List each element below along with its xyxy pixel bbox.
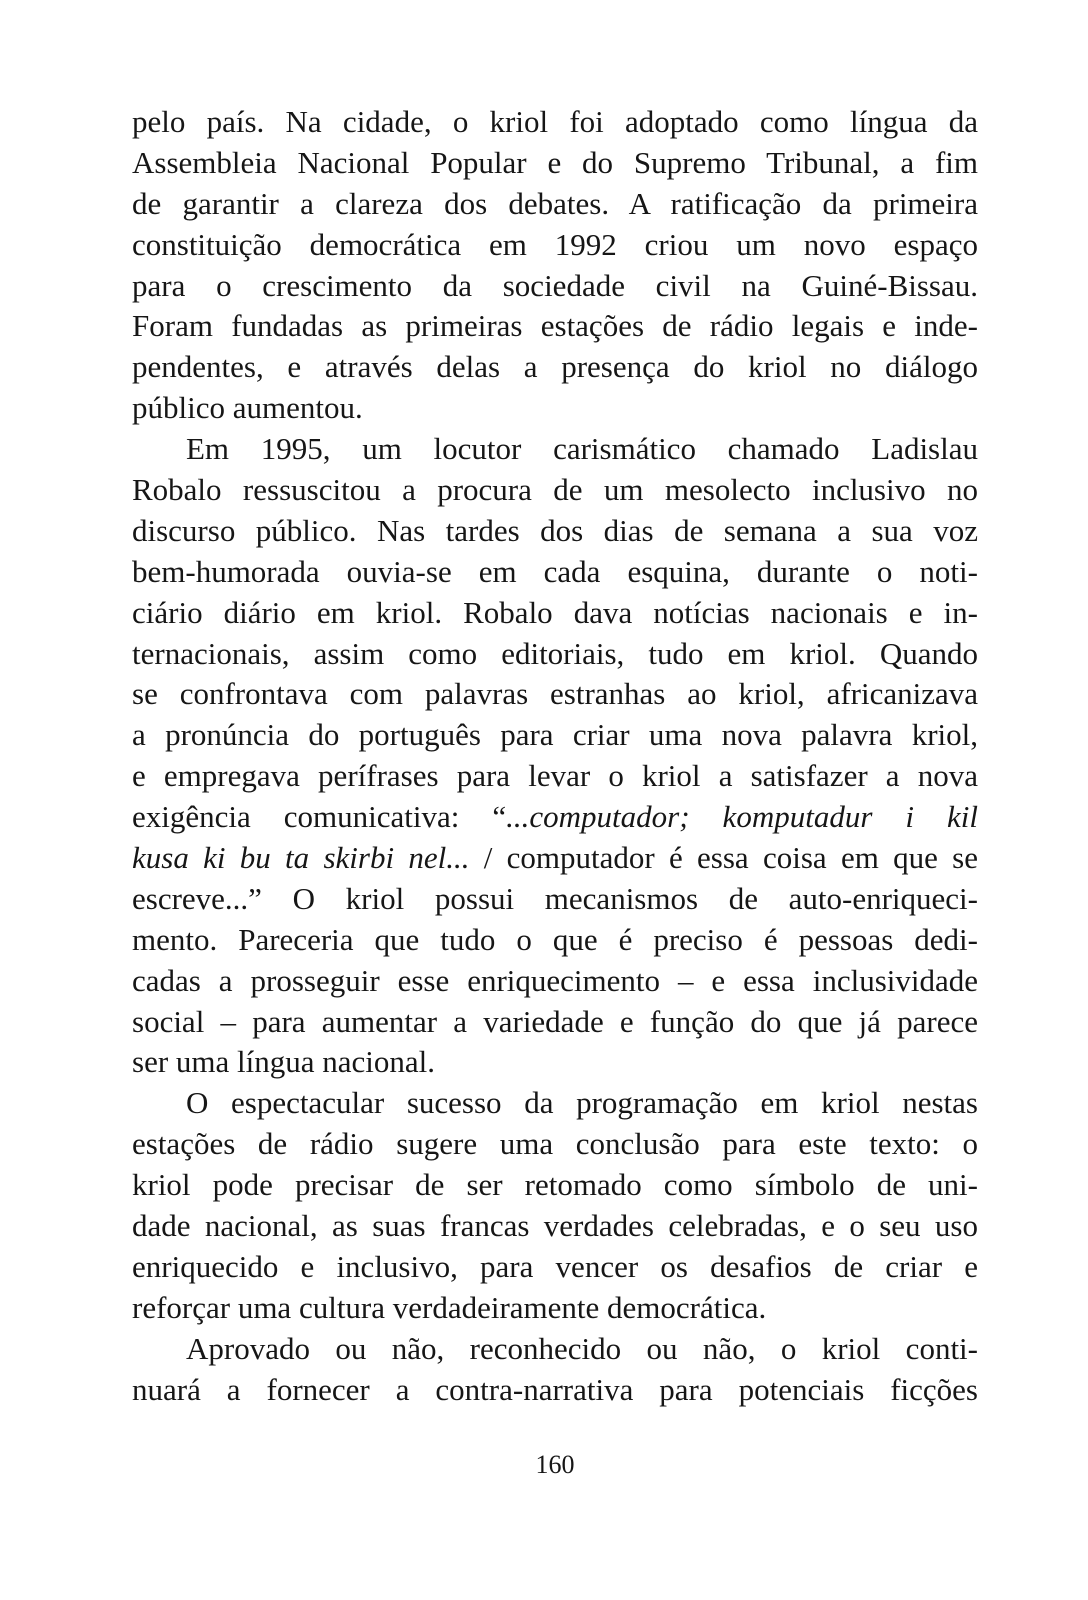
text-line: [132, 1329, 978, 1370]
text-segment: enriquecido e inclusivo, para vencer os desafios de criar e: [132, 1248, 978, 1284]
text-segment: Foram fundadas as primeiras estações de rádio legais e inde-: [132, 308, 978, 344]
text-segment: para o crescimento da sociedade civil na Guiné-Bissau.: [132, 267, 978, 303]
text-segment: de garantir a clareza dos debates. A ratificação da primeira: [132, 185, 978, 221]
text-line: [132, 143, 978, 184]
text-line: [132, 797, 978, 838]
italic-text-segment: ...computador; komputadur i kil: [506, 799, 979, 835]
text-segment: dade nacional, as suas francas verdades celebradas, e o seu uso: [132, 1208, 978, 1244]
text-line: [132, 1083, 978, 1124]
text-line: [132, 470, 978, 511]
text-segment: kriol pode precisar de ser retomado como símbolo de uni-: [132, 1167, 978, 1203]
text-segment: pelo país. Na cidade, o kriol foi adoptado como língua da: [132, 104, 978, 139]
text-segment: Assembleia Nacional Popular e do Supremo Tribunal, a fim: [132, 144, 978, 180]
text-segment: reforçar uma cultura verdadeiramente democrática.: [132, 1289, 767, 1325]
text-line: [132, 388, 978, 429]
text-segment: O espectacular sucesso da programação em kriol nestas: [186, 1085, 978, 1121]
text-segment: cadas a prosseguir esse enriquecimento – e essa inclusividade: [132, 962, 978, 998]
text-segment: público aumentou.: [132, 390, 363, 426]
text-segment: constituição democrática em 1992 criou um novo espaço: [132, 226, 978, 262]
text-line: [132, 674, 978, 715]
text-segment: / computador é essa coisa em que se: [469, 840, 978, 876]
text-line: [132, 429, 978, 470]
text-line: [132, 961, 978, 1002]
text-segment: escreve...” O kriol possui mecanismos de auto-enriqueci-: [132, 880, 978, 916]
text-line: [132, 1247, 978, 1288]
text-segment: ser uma língua nacional.: [132, 1044, 436, 1080]
text-line: [132, 920, 978, 961]
text-segment: estações de rádio sugere uma conclusão para este texto: o: [132, 1126, 978, 1162]
text-line: [132, 838, 978, 879]
text-segment: Robalo ressuscitou a procura de um mesolecto inclusivo no: [132, 472, 978, 508]
text-segment: Aprovado ou não, reconhecido ou não, o kriol conti-: [186, 1330, 978, 1366]
text-line: [132, 102, 978, 143]
text-line: [132, 1165, 978, 1206]
text-line: [132, 511, 978, 552]
text-line: [132, 1370, 978, 1411]
text-line: [132, 634, 978, 675]
text-segment: se confrontava com palavras estranhas ao kriol, africanizava: [132, 676, 978, 712]
text-segment: social – para aumentar a variedade e função do que já parece: [132, 1003, 978, 1039]
text-segment: nuará a fornecer a contra-narrativa para potenciais ficções: [132, 1371, 978, 1407]
body-text: [132, 102, 978, 1411]
text-segment: mento. Pareceria que tudo o que é preciso é pessoas dedi-: [132, 921, 978, 957]
text-line: [132, 593, 978, 634]
text-line: [132, 1124, 978, 1165]
text-segment: e empregava perífrases para levar o kriol a satisfazer a nova: [132, 758, 978, 794]
text-segment: ciário diário em kriol. Robalo dava notícias nacionais e in-: [132, 594, 978, 630]
text-segment: ternacionais, assim como editoriais, tudo em kriol. Quando: [132, 635, 978, 671]
page-number: 160: [535, 1450, 575, 1479]
text-line: [132, 715, 978, 756]
text-line: [132, 266, 978, 307]
text-segment: discurso público. Nas tardes dos dias de semana a sua voz: [132, 512, 978, 548]
text-line: [132, 306, 978, 347]
italic-text-segment: kusa ki bu ta skirbi nel...: [132, 840, 470, 876]
text-segment: exigência comunicativa: “: [132, 799, 507, 835]
text-line: [132, 756, 978, 797]
text-line: [132, 1002, 978, 1043]
text-line: [132, 1206, 978, 1247]
text-line: [132, 879, 978, 920]
text-line: [132, 552, 978, 593]
text-segment: bem-humorada ouvia-se em cada esquina, durante o noti-: [132, 553, 978, 589]
text-line: [132, 347, 978, 388]
text-segment: pendentes, e através delas a presença do kriol no diálogo: [132, 349, 978, 385]
text-line: [132, 1288, 978, 1329]
text-segment: Em 1995, um locutor carismático chamado Ladislau: [186, 431, 978, 467]
text-line: [132, 1042, 978, 1083]
text-line: [132, 184, 978, 225]
text-line: [132, 225, 978, 266]
text-segment: a pronúncia do português para criar uma nova palavra kriol,: [132, 717, 978, 753]
